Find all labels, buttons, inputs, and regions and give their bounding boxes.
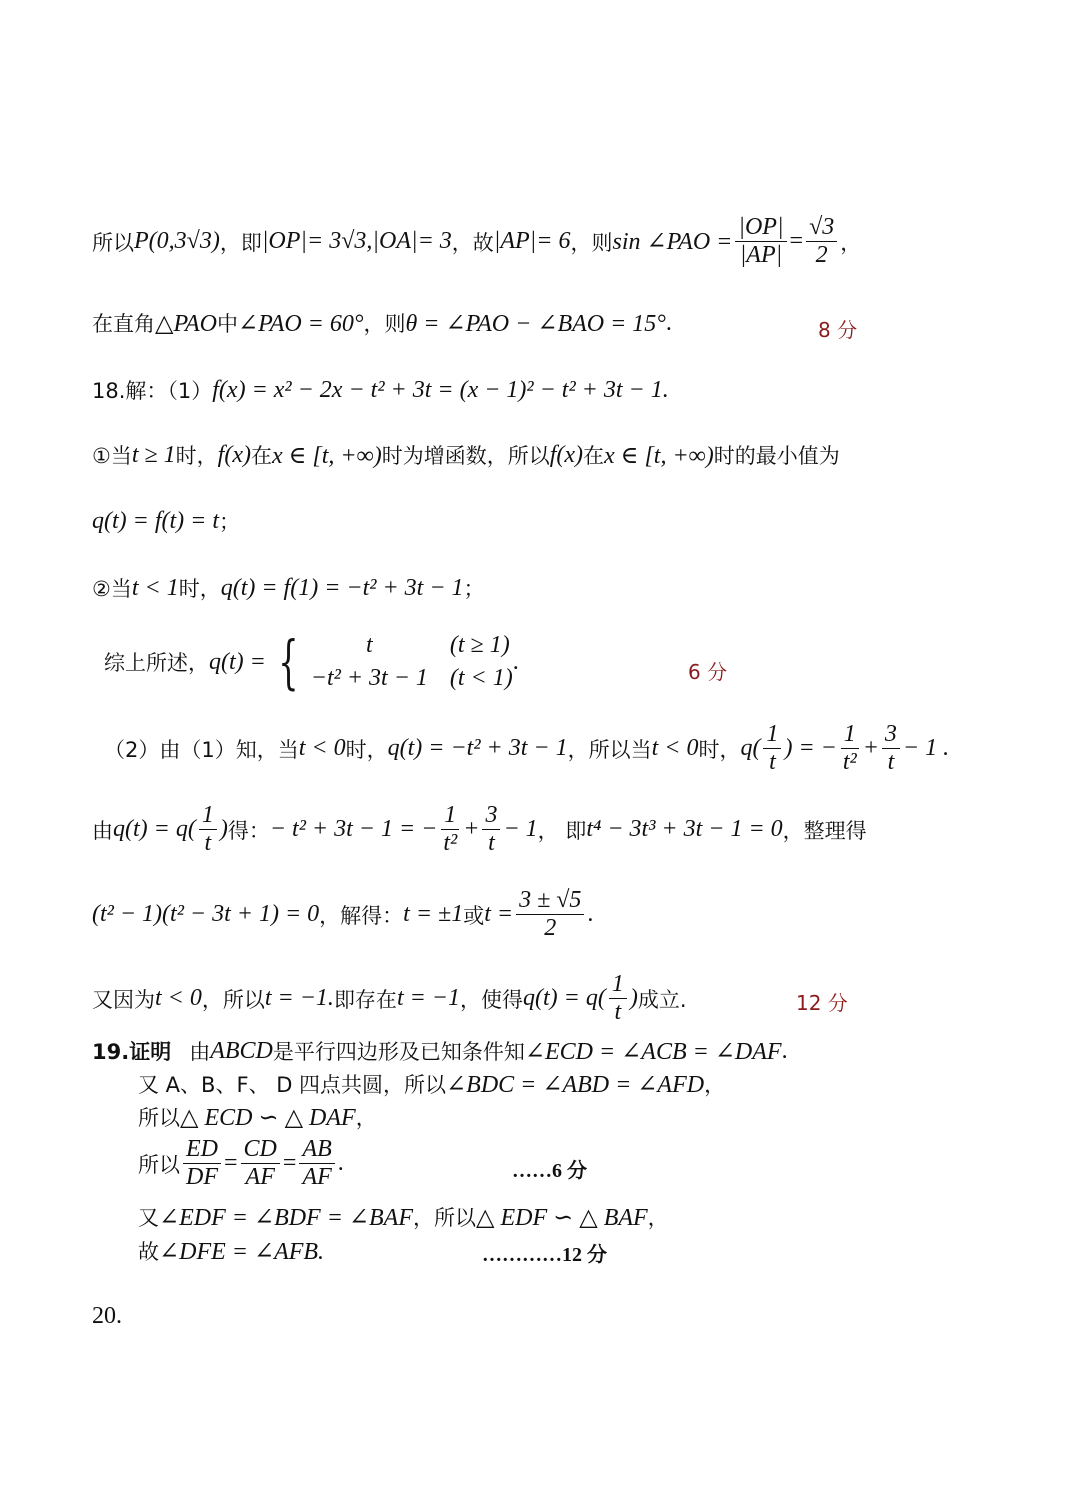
math: + xyxy=(862,735,879,762)
math: − 1 xyxy=(503,816,538,843)
text: ，使得 xyxy=(460,987,523,1012)
text: 得： xyxy=(227,818,270,843)
line-op-length xyxy=(92,215,861,268)
text: （2）由（1）知，当 xyxy=(104,737,299,762)
text: 时， xyxy=(178,577,221,601)
denominator: AF xyxy=(302,1164,332,1191)
line-factor xyxy=(92,888,593,941)
math: t = −1. xyxy=(264,985,334,1012)
math: t < 0 xyxy=(651,735,699,762)
piecewise-cases xyxy=(311,632,513,692)
text: 中 xyxy=(217,312,239,336)
line-case-2 xyxy=(92,573,485,603)
math: − 1 . xyxy=(902,735,950,762)
score-6: 6 分 xyxy=(688,660,728,684)
text: 时的最小值为 xyxy=(713,444,840,468)
denominator: t xyxy=(887,749,895,776)
line-part-2 xyxy=(104,722,949,775)
math: ) xyxy=(219,816,228,843)
text: ； xyxy=(463,577,485,601)
fraction xyxy=(840,722,860,775)
text: ， 即 xyxy=(537,818,587,843)
math: |OP|= 3√3,|OA|= 3 xyxy=(261,228,452,255)
math: . xyxy=(512,648,519,675)
text: ，即 xyxy=(219,230,262,255)
text: ，解得： xyxy=(319,903,404,928)
numerator: CD xyxy=(241,1137,280,1164)
math: t < 1 xyxy=(131,574,179,601)
denominator: t xyxy=(614,999,622,1026)
text: 时为增函数，所以 xyxy=(381,444,550,468)
score-12: 12 分 xyxy=(796,991,848,1015)
text: 又 A、B、F、 D 四点共圆，所以 xyxy=(138,1073,447,1097)
line-19-ratio xyxy=(138,1137,344,1190)
text: 或 xyxy=(463,903,485,928)
numerator: 1 xyxy=(609,972,627,999)
math: − t² + 3t − 1 = − xyxy=(269,816,438,843)
text: ，则 xyxy=(363,312,406,336)
math: t ≥ 1 xyxy=(131,441,176,468)
math: = xyxy=(224,1150,238,1177)
brace-icon: { xyxy=(278,628,299,696)
score-8: 8 分 xyxy=(818,318,858,342)
numerator: 1 xyxy=(199,803,217,830)
math: x ∈ [t, +∞) xyxy=(604,442,714,469)
math: △PAO xyxy=(155,310,218,337)
math: ∠EDF = ∠BDF = ∠BAF xyxy=(159,1204,414,1231)
fraction xyxy=(806,215,837,268)
fraction xyxy=(241,1137,280,1190)
text: 又 xyxy=(138,1206,159,1230)
numerator: 3 xyxy=(482,803,500,830)
denominator: t xyxy=(204,830,212,857)
text: 所以 xyxy=(138,1106,180,1130)
math: P(0,3√3) xyxy=(134,228,220,255)
line-19-similar-1 xyxy=(138,1102,377,1132)
text: 时， xyxy=(698,737,741,762)
text: 综上所述， xyxy=(104,651,209,675)
numerator: AB xyxy=(299,1137,334,1164)
numerator: √3 xyxy=(806,215,837,242)
text: 在 xyxy=(250,444,272,468)
score-19-12: …………12 分 xyxy=(482,1244,607,1266)
math: t = ±1 xyxy=(403,901,464,928)
denominator: AF xyxy=(245,1164,275,1191)
denominator: t xyxy=(488,830,495,857)
denominator: t xyxy=(769,749,776,776)
math: ABCD xyxy=(210,1037,273,1064)
math: △ EDF ∽ △ BAF xyxy=(476,1204,648,1231)
denominator: 2 xyxy=(815,242,828,269)
math: t⁴ − 3t³ + 3t − 1 = 0 xyxy=(586,816,783,843)
math: t < 0 xyxy=(155,985,202,1012)
score-19-6: ……6 分 xyxy=(512,1160,587,1182)
math: x ∈ [t, +∞) xyxy=(271,442,382,469)
line-20 xyxy=(92,1303,122,1330)
denominator: |AP| xyxy=(739,242,783,269)
math: θ = ∠PAO − ∠BAO = 15° xyxy=(405,310,666,337)
text: ，所以 xyxy=(201,987,265,1012)
fraction xyxy=(482,803,500,856)
fraction xyxy=(882,722,900,775)
text: 即存在 xyxy=(333,987,397,1012)
line-19-cyclic xyxy=(138,1069,725,1099)
text: ，所以 xyxy=(413,1206,477,1230)
text: 在 xyxy=(583,444,605,468)
text: 由 xyxy=(92,818,113,843)
problem-number: 20. xyxy=(92,1303,122,1329)
math: . xyxy=(781,1037,788,1064)
math: = xyxy=(789,228,804,255)
line-19-conclusion xyxy=(138,1236,324,1266)
fraction xyxy=(609,972,627,1025)
text: ； xyxy=(219,510,241,534)
text: 故 xyxy=(138,1240,159,1264)
math: q(t) = f(1) = −t² + 3t − 1 xyxy=(220,574,464,601)
line-angle-theta xyxy=(92,308,672,338)
math: q(t) = xyxy=(209,648,266,675)
math: . xyxy=(337,1150,344,1177)
math: ∠BDC = ∠ABD = ∠AFD xyxy=(446,1071,705,1098)
math: q( xyxy=(740,735,761,762)
numerator: 1 xyxy=(763,722,781,749)
text: ， xyxy=(355,1106,377,1130)
fraction xyxy=(199,803,217,856)
text: 是平行四边形及已知条件知 xyxy=(272,1040,525,1064)
line-18-intro xyxy=(92,375,669,405)
math: . xyxy=(665,309,672,336)
line-equation xyxy=(92,803,867,856)
math: f(x) xyxy=(217,441,251,468)
math: t < 0 xyxy=(298,735,346,762)
math: ∠ECD = ∠ACB = ∠DAF xyxy=(524,1038,782,1065)
math: t = −1 xyxy=(396,985,460,1012)
math: q(t) = q( xyxy=(523,985,606,1012)
denominator: t² xyxy=(842,749,857,776)
numerator: 1 xyxy=(841,722,859,749)
fraction xyxy=(735,215,786,268)
math: |AP|= 6 xyxy=(493,228,571,255)
text: ②当 xyxy=(92,577,132,601)
text: 时， xyxy=(345,737,388,762)
text: 所以 xyxy=(92,230,134,255)
numerator: 3 xyxy=(882,722,900,749)
text: ，整理得 xyxy=(782,818,867,843)
fraction xyxy=(516,888,584,941)
case-cond: (t < 1) xyxy=(449,665,513,691)
text: 在直角 xyxy=(92,312,155,336)
text: ， xyxy=(840,230,862,255)
line-conclusion-18 xyxy=(92,972,687,1025)
math: ) = − xyxy=(784,735,837,762)
case-expr: −t² + 3t − 1 xyxy=(310,665,428,691)
line-19-similar-2 xyxy=(138,1202,669,1232)
line-case-1 xyxy=(92,440,840,470)
line-case-1-result xyxy=(92,506,240,536)
text: 19.证明 xyxy=(92,1040,172,1064)
math: = xyxy=(282,1150,297,1177)
text: 由 xyxy=(189,1040,211,1064)
numerator: |OP| xyxy=(735,215,786,242)
line-piecewise xyxy=(104,628,519,696)
text: ， xyxy=(647,1206,669,1230)
line-19-intro xyxy=(92,1036,788,1066)
denominator: t² xyxy=(443,830,458,857)
fraction xyxy=(763,722,781,775)
case-cond: (t ≥ 1) xyxy=(449,632,510,658)
math: f(x) xyxy=(549,441,584,468)
numerator: ED xyxy=(183,1137,221,1164)
text: ，所以当 xyxy=(567,737,652,762)
math: q(t) = q( xyxy=(113,816,196,843)
text: ，故 xyxy=(451,230,494,255)
math: ∠PAO = 60° xyxy=(238,310,364,337)
math: + xyxy=(463,816,480,843)
math: △ ECD ∽ △ DAF xyxy=(180,1104,356,1131)
text: ①当 xyxy=(92,444,132,468)
math: f(x) = x² − 2x − t² + 3t = (x − 1)² − t² + 3t − 1. xyxy=(212,376,669,403)
math: (t² − 1)(t² − 3t + 1) = 0 xyxy=(92,901,320,928)
math: . xyxy=(587,901,594,928)
text: 成立. xyxy=(637,987,687,1012)
text: ，则 xyxy=(570,230,613,255)
math: q(t) = f(t) = t xyxy=(92,507,220,534)
text: 又因为 xyxy=(92,987,155,1012)
math: t = xyxy=(484,901,514,928)
math: ) xyxy=(629,985,638,1012)
text: ， xyxy=(704,1073,726,1097)
math: ∠DFE = ∠AFB. xyxy=(159,1238,325,1265)
case-expr: t xyxy=(365,632,373,658)
math: q(t) = −t² + 3t − 1 xyxy=(387,735,568,762)
math: sin ∠PAO = xyxy=(612,229,733,256)
denominator: 2 xyxy=(544,915,557,942)
numerator: 1 xyxy=(441,803,459,830)
fraction xyxy=(183,1137,221,1190)
fraction xyxy=(440,803,460,856)
denominator: DF xyxy=(186,1164,218,1191)
text: 所以 xyxy=(138,1152,180,1177)
numerator: 3 ± √5 xyxy=(516,888,584,915)
text: 时， xyxy=(175,444,218,468)
text: 18.解：（1） xyxy=(92,379,213,403)
fraction xyxy=(299,1137,334,1190)
